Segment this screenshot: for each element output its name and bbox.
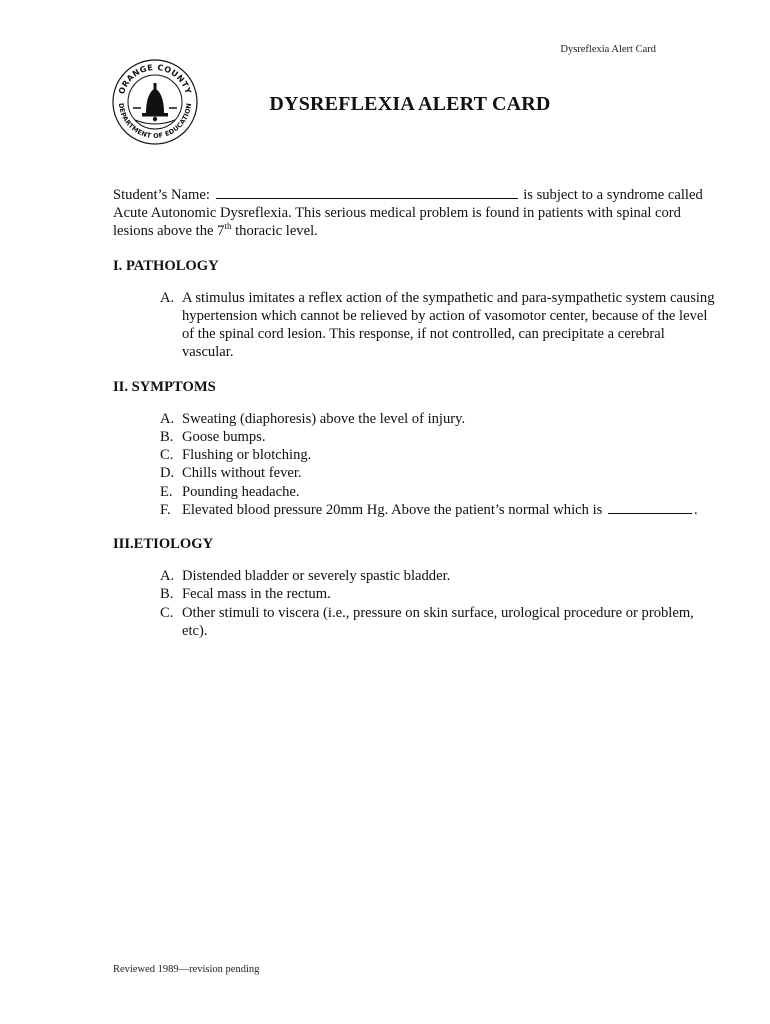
list-item: F. Elevated blood pressure 20mm Hg. Above the patient’s normal which is . bbox=[160, 501, 698, 518]
list-item bbox=[160, 289, 717, 362]
seal-bottom-text: DEPARTMENT OF EDUCATION bbox=[116, 102, 194, 141]
list-item-text: A stimulus imitates a reflex action of the sympathetic and para-sympathetic system causing hypertension which cannot be relieved by action of vasomotor center, because of the level of the spinal cord lesion. This response, if not controlled, can precipitate a cerebral vascular. bbox=[182, 289, 715, 361]
list-item-text: Fecal mass in the rectum. bbox=[182, 586, 331, 603]
list-item-text: Goose bumps. bbox=[182, 429, 266, 446]
list-item bbox=[160, 446, 717, 464]
section-heading: II. SYMPTOMS bbox=[113, 378, 216, 395]
student-name-field[interactable] bbox=[216, 186, 518, 199]
list-marker: C. bbox=[160, 447, 174, 464]
list-marker: C. bbox=[160, 604, 174, 621]
list-marker: A. bbox=[160, 410, 175, 427]
intro-paragraph bbox=[113, 186, 717, 241]
list-marker: B. bbox=[160, 429, 174, 446]
list-item-text: Other stimuli to viscera (i.e., pressure on skin surface, urological procedure or problem, etc). bbox=[182, 604, 694, 639]
list-item-text: Flushing or blotching. bbox=[182, 447, 312, 464]
intro-superscript: th bbox=[224, 221, 232, 232]
list-item bbox=[160, 464, 717, 482]
list-item-text: Sweating (diaphoresis) above the level of injury. bbox=[182, 410, 466, 427]
section-list bbox=[113, 410, 717, 519]
list-item-text: Elevated blood pressure 20mm Hg. Above the patient’s normal which is bbox=[182, 501, 603, 518]
list-marker: B. bbox=[160, 586, 174, 603]
footer-note: Reviewed 1989—revision pending bbox=[113, 964, 260, 975]
section-list bbox=[113, 567, 717, 640]
student-name-label: Student’s Name: bbox=[113, 187, 210, 203]
list-marker: A. bbox=[160, 289, 175, 306]
running-header: Dysreflexia Alert Card bbox=[560, 44, 656, 55]
list-marker: A. bbox=[160, 568, 175, 585]
normal-bp-field[interactable] bbox=[608, 501, 692, 514]
seal-top-text: ORANGE COUNTY bbox=[117, 62, 193, 96]
list-item bbox=[160, 428, 717, 446]
list-item bbox=[160, 483, 717, 501]
list-item bbox=[160, 567, 717, 585]
list-item-text: Chills without fever. bbox=[182, 465, 302, 482]
list-marker: E. bbox=[160, 483, 173, 500]
list-marker: F. bbox=[160, 501, 171, 518]
document-body bbox=[113, 186, 717, 640]
section-heading: III.ETIOLOGY bbox=[113, 536, 214, 553]
section-list bbox=[113, 289, 717, 362]
list-item bbox=[160, 585, 717, 603]
list-marker: D. bbox=[160, 465, 175, 482]
list-item-text: Pounding headache. bbox=[182, 483, 300, 500]
intro-text: is subject to a syndrome called Acute Autonomic Dysreflexia. This serious medical problem is found in patients with spinal cord lesions above the 7 bbox=[113, 187, 703, 240]
list-item-text: Distended bladder or severely spastic bladder. bbox=[182, 568, 451, 585]
section-heading: I. PATHOLOGY bbox=[113, 257, 219, 274]
page-title: DYSREFLEXIA ALERT CARD bbox=[269, 93, 551, 115]
list-item bbox=[160, 410, 717, 428]
intro-text-end: thoracic level. bbox=[231, 223, 318, 240]
list-item bbox=[160, 604, 717, 640]
